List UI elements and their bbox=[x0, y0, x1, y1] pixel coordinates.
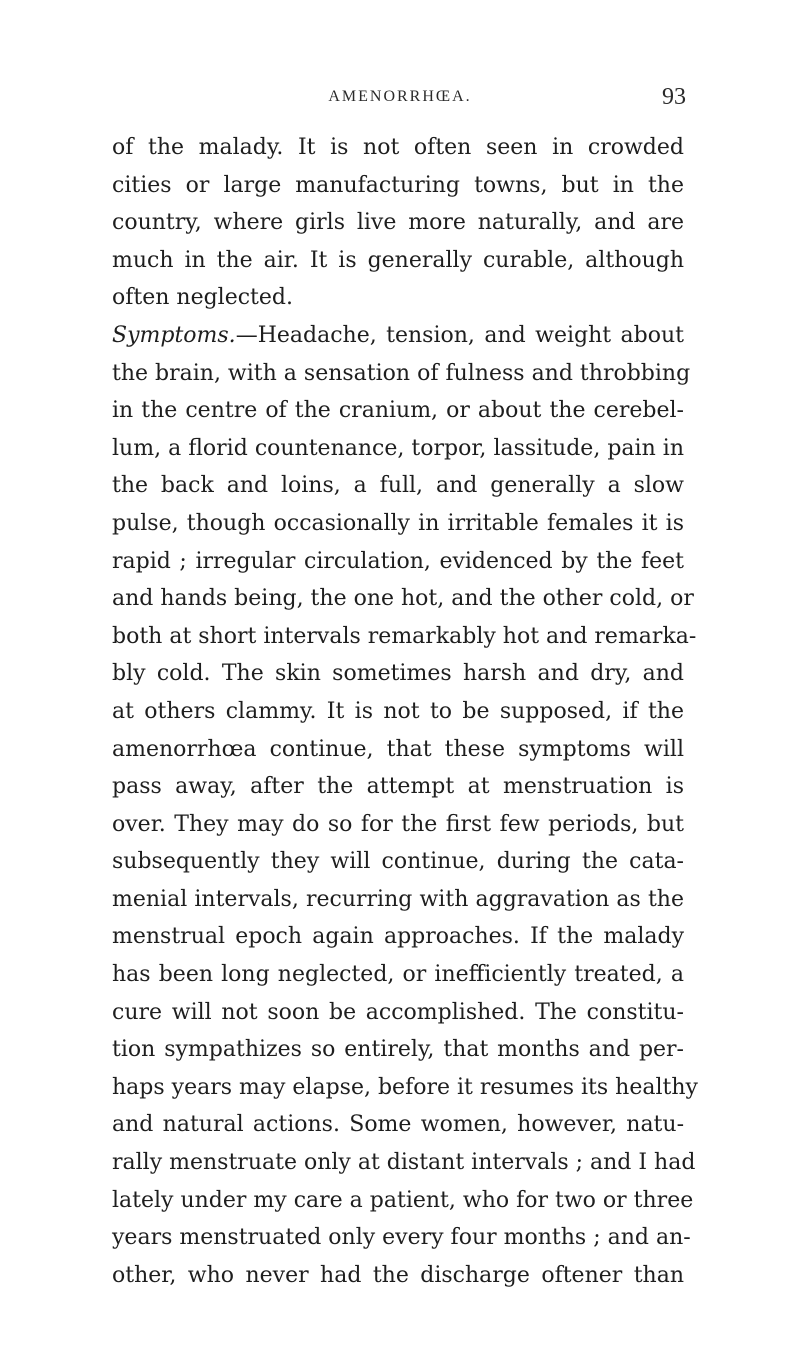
text-line: rapid ; irregular circulation, evidenced by the feet bbox=[112, 548, 684, 574]
text-line: amenorrhœa continue, that these symptoms will bbox=[112, 736, 684, 762]
running-title: AMENORRHŒA. bbox=[328, 88, 472, 105]
text-line: rally menstruate only at distant intervals ; and I had bbox=[112, 1150, 696, 1176]
text-line: at others clammy. It is not to be supposed, if the bbox=[112, 698, 684, 724]
text-line: years menstruated only every four months ; and an- bbox=[112, 1225, 691, 1251]
text-line-symptoms bbox=[112, 317, 684, 355]
text-line: other, who never had the discharge oftener than bbox=[112, 1262, 684, 1288]
text-line: and hands being, the one hot, and the other cold, or bbox=[112, 586, 694, 612]
text-line: the brain, with a sensation of fulness and throbbing bbox=[112, 360, 691, 386]
text-line: lately under my care a patient, who for two or three bbox=[112, 1187, 694, 1213]
text-line: of the malady. It is not often seen in crowded bbox=[112, 135, 684, 160]
text-line: pulse, though occasionally in irritable females it is bbox=[112, 510, 684, 536]
text-line: bly cold. The skin sometimes harsh and dry, and bbox=[112, 661, 684, 687]
text-line: over. They may do so for the first few periods, but bbox=[112, 811, 684, 837]
text-line: the back and loins, a full, and generally a slow bbox=[112, 473, 684, 499]
text-line: cities or large manufacturing towns, but in the bbox=[112, 172, 684, 198]
symptoms-text: —Headache, tension, and weight about bbox=[235, 322, 684, 348]
running-head bbox=[0, 84, 800, 114]
text-line: menial intervals, recurring with aggravation as the bbox=[112, 886, 684, 912]
text-line: both at short intervals remarkably hot and remarka- bbox=[112, 623, 697, 649]
text-line: tion sympathizes so entirely, that months and per- bbox=[112, 1037, 684, 1063]
body-text bbox=[112, 129, 698, 1294]
text-line: and natural actions. Some women, however, natu- bbox=[112, 1112, 684, 1138]
text-line: much in the air. It is generally curable, although bbox=[112, 247, 684, 273]
text-line: in the centre of the cranium, or about the cerebel- bbox=[112, 398, 684, 424]
page-number: 93 bbox=[662, 84, 686, 110]
text-line: pass away, after the attempt at menstruation is bbox=[112, 774, 684, 800]
symptoms-heading: Symptoms. bbox=[112, 322, 236, 348]
text-line: has been long neglected, or inefficiently treated, a bbox=[112, 962, 684, 988]
text-line: cure will not soon be accomplished. The constitu- bbox=[112, 999, 684, 1025]
text-line: haps years may elapse, before it resumes its healthy bbox=[112, 1074, 698, 1100]
text-line: menstrual epoch again approaches. If the malady bbox=[112, 924, 684, 950]
text-line: lum, a florid countenance, torpor, lassitude, pain in bbox=[112, 435, 684, 461]
text-line: country, where girls live more naturally, and are bbox=[112, 210, 684, 236]
text-line: subsequently they will continue, during the cata- bbox=[112, 849, 684, 875]
text-line: often neglected. bbox=[112, 285, 293, 311]
